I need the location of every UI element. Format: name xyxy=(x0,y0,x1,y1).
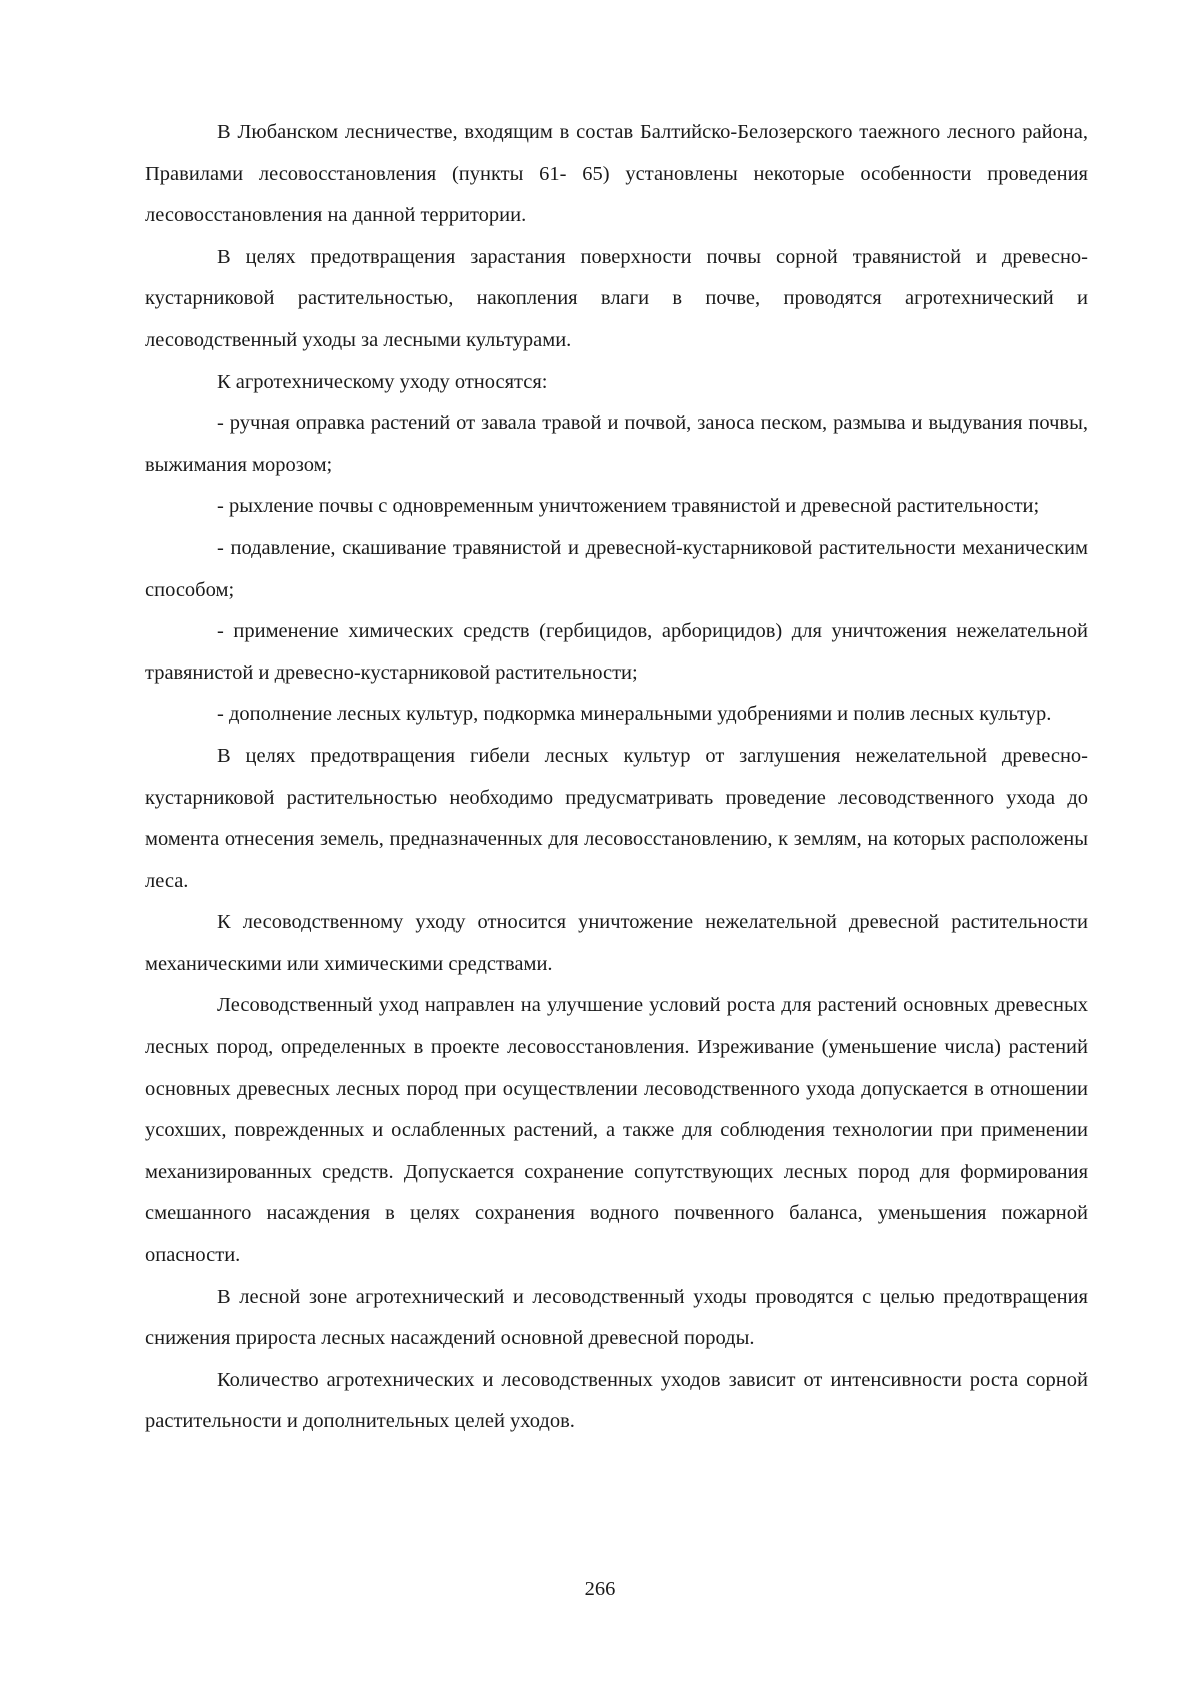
paragraph: Количество агротехнических и лесоводственных уходов зависит от интенсивности роста сорной растительности и дополнительных целей уходов. xyxy=(145,1368,1088,1433)
paragraph: Лесоводственный уход направлен на улучшение условий роста для растений основных древесных лесных пород, определенных в проекте лесовосстановления. Изреживание (уменьшение числа) растений основных древесных лесных пород при осуществлении лесоводственного ухода допускается в отношении усохших, поврежденных и ослабленных растений, а также для соблюдения технологии при применении механизированных средств. Допускается сохранение сопутствующих лесных пород для формирования смешанного насаждения в целях сохранения водного почвенного баланса, уменьшения пожарной опасности. xyxy=(145,994,1088,1267)
list-item: - ручная оправка растений от завала травой и почвой, заноса песком, размыва и выдувания почвы, выжимания морозом; xyxy=(145,412,1088,476)
paragraph: К лесоводственному уходу относится уничтожение нежелательной древесной растительности механическими или химическими средствами. xyxy=(145,911,1088,975)
list-item: - применение химических средств (гербицидов, арборицидов) для уничтожения нежелательной травянистой и древесно-кустарниковой растительности; xyxy=(145,620,1088,684)
paragraph: К агротехническому уходу относятся: xyxy=(217,370,548,393)
body-text xyxy=(145,112,1088,1443)
paragraph: В целях предотвращения зарастания поверхности почвы сорной травянистой и древесно-кустарниковой растительностью, накопления влаги в почве, проводятся агротехнический и лесоводственный уходы за лесными культурами. xyxy=(145,245,1088,351)
paragraph: В лесной зоне агротехнический и лесоводственный уходы проводятся с целью предотвращения снижения прироста лесных насаждений основной древесной породы. xyxy=(145,1285,1088,1350)
page-number: 266 xyxy=(584,1578,616,1600)
list-item: - подавление, скашивание травянистой и древесной-кустарниковой растительности механическим способом; xyxy=(145,536,1088,601)
paragraph: В целях предотвращения гибели лесных культур от заглушения нежелательной древесно-кустарниковой растительностью необходимо предусматривать проведение лесоводственного ухода до момента отнесения земель, предназначенных для лесовосстановлению, к землям, на которых расположены леса. xyxy=(145,744,1088,892)
list-item: - рыхление почвы с одновременным уничтожением травянистой и древесной растительности; xyxy=(217,495,1040,518)
paragraph: В Любанском лесничестве, входящим в состав Балтийско-Белозерского таежного лесного района, Правилами лесовосстановления (пункты 61- 65) установлены некоторые особенности проведения лесовосстановления на данной территории. xyxy=(145,121,1088,227)
list-item: - дополнение лесных культур, подкормка минеральными удобрениями и полив лесных культур. xyxy=(217,703,1052,726)
